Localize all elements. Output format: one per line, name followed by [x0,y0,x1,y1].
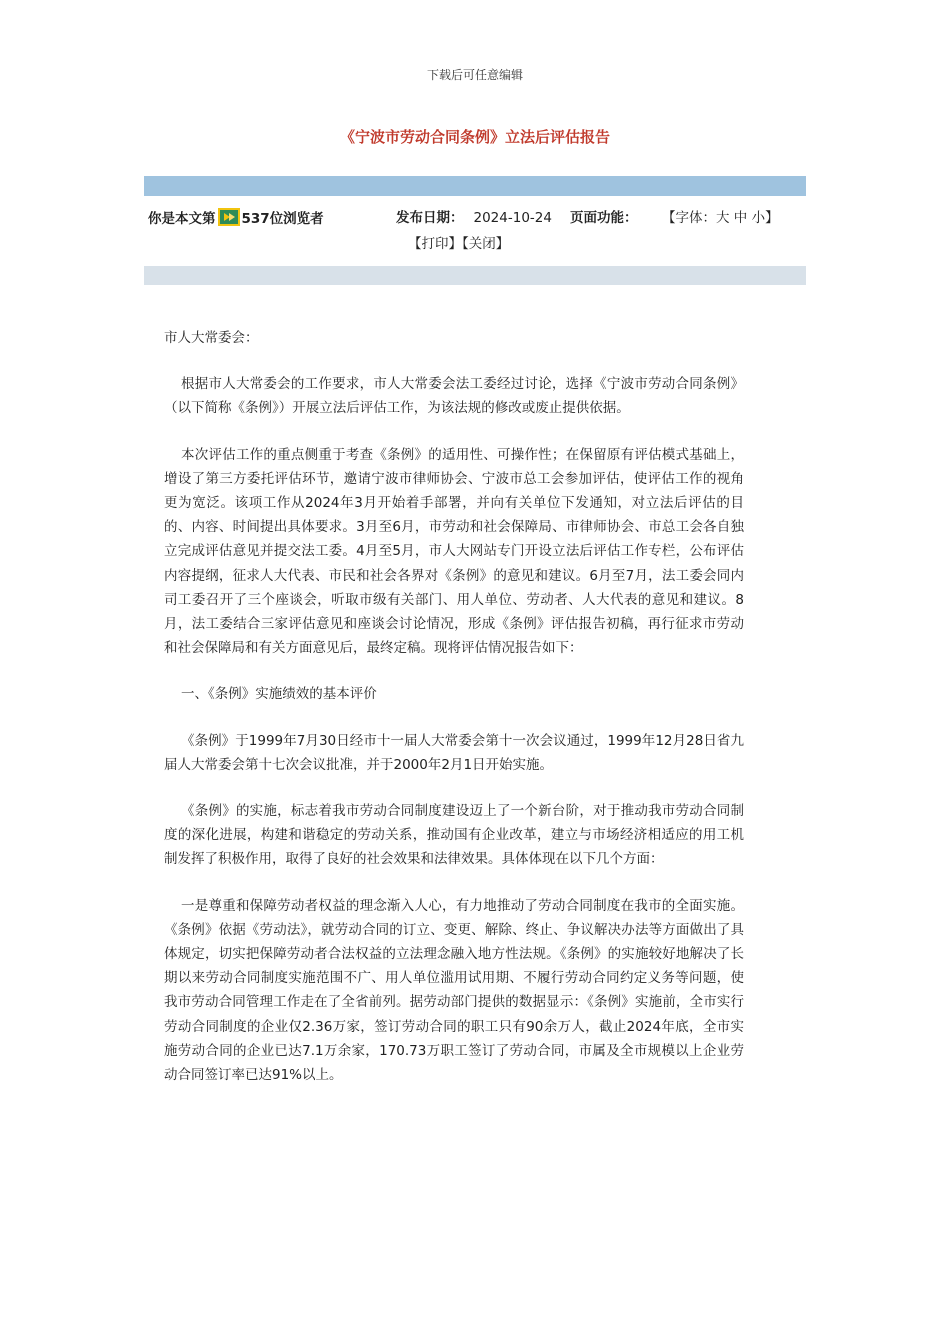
page-title: 《宁波市劳动合同条例》立法后评估报告 [339,128,610,146]
close-link[interactable]: 【关闭】 [462,236,510,252]
page-actions [408,234,509,254]
publish-date: 2024-10-24 [473,210,552,226]
publish-label: 发布日期： [396,210,464,226]
font-label-close: 】 [765,210,779,226]
print-link[interactable]: 【打印】 [408,236,462,252]
header-bar-bottom [144,266,806,285]
counter-icon [218,208,240,226]
font-label-open: 【字体： [662,210,716,226]
font-medium-link[interactable]: 中 [733,210,748,226]
paragraph-process: 本次评估工作的重点侧重于考查《条例》的适用性、可操作性；在保留原有评估模式基础上，增设了第三方委托评估环节，邀请宁波市律师协会、宁波市总工会参加评估，使评估工作的视角更为宽泛。该项工作从2024年3月开始着手部署，并向有关单位下发通知，对立法后评估的目的、内容、时间提出具体要求。3月至6月，市劳动和社会保障局、市律师协会、市总工会各自独立完成评估意见并提交法工委。4月至5月，市人大网站专门开设立法后评估工作专栏，公布评估内容提纲，征求人大代表、市民和社会各界对《条例》的意见和建议。6月至7月，法工委会同内司工委召开了三个座谈会，听取市级有关部门、用人单位、劳动者、人大代表的意见和建议。8月，法工委结合三家评估意见和座谈会讨论情况，形成《条例》评估报告初稿，再行征求市劳动和社会保障局和有关方面意见后，最终定稿。现将评估情况报告如下： [164,446,744,657]
visitor-suffix: 位浏览者 [269,211,324,227]
font-small-link[interactable]: 小 [751,210,766,226]
paragraph-intro: 根据市人大常委会的工作要求，市人大常委会法工委经过讨论，选择《宁波市劳动合同条例》（以下简称《条例》）开展立法后评估工作，为该法规的修改或废止提供依据。 [164,376,744,417]
section-heading: 一、《条例》实施绩效的基本评价 [181,686,377,703]
salutation: 市人大常委会： [164,330,259,346]
publish-info [396,208,637,228]
paragraph-point-one: 一是尊重和保障劳动者权益的理念渐入人心，有力地推动了劳动合同制度在我市的全面实施。《条例》依据《劳动法》，就劳动合同的订立、变更、解除、终止、争议解决办法等方面做出了具体规定，切实把保障劳动者合法权益的立法理念融入地方性法规。《条例》的实施较好地解决了长期以来劳动合同制度实施范围不广、用人单位滥用试用期、不履行劳动合同约定义务等问题，使我市劳动合同管理工作走在了全省前列。据劳动部门提供的数据显示：《条例》实施前，全市实行劳动合同制度的企业仅2.36万家，签订劳动合同的职工只有90余万人，截止2024年底，全市实施劳动合同的企业已达7.1万余家，170.73万职工签订了劳动合同，市属及全市规模以上企业劳动合同签订率已达91%以上。 [164,897,744,1084]
paragraph-history: 《条例》于1999年7月30日经市十一届人大常委会第十一次会议通过，1999年12月28日省九届人大常委会第十七次会议批准，并于2000年2月1日开始实施。 [164,732,744,773]
visitor-counter [148,208,324,229]
font-size-controls [662,208,779,228]
header-bar-top [144,176,806,196]
visitor-count: 537 [241,211,270,227]
article-body [164,326,744,1109]
page-function-label: 页面功能： [569,210,638,226]
paragraph-effects: 《条例》的实施，标志着我市劳动合同制度建设迈上了一个新台阶，对于推动我市劳动合同制度的深化进展，构建和谐稳定的劳动关系，推动国有企业改革，建立与市场经济相适应的用工机制发挥了积极作用，取得了良好的社会效果和法律效果。具体体现在以下几个方面： [164,803,744,868]
visitor-prefix: 你是本文第 [148,211,216,227]
page-header: 下载后可任意编辑 [426,68,523,82]
font-large-link[interactable]: 大 [716,210,730,226]
